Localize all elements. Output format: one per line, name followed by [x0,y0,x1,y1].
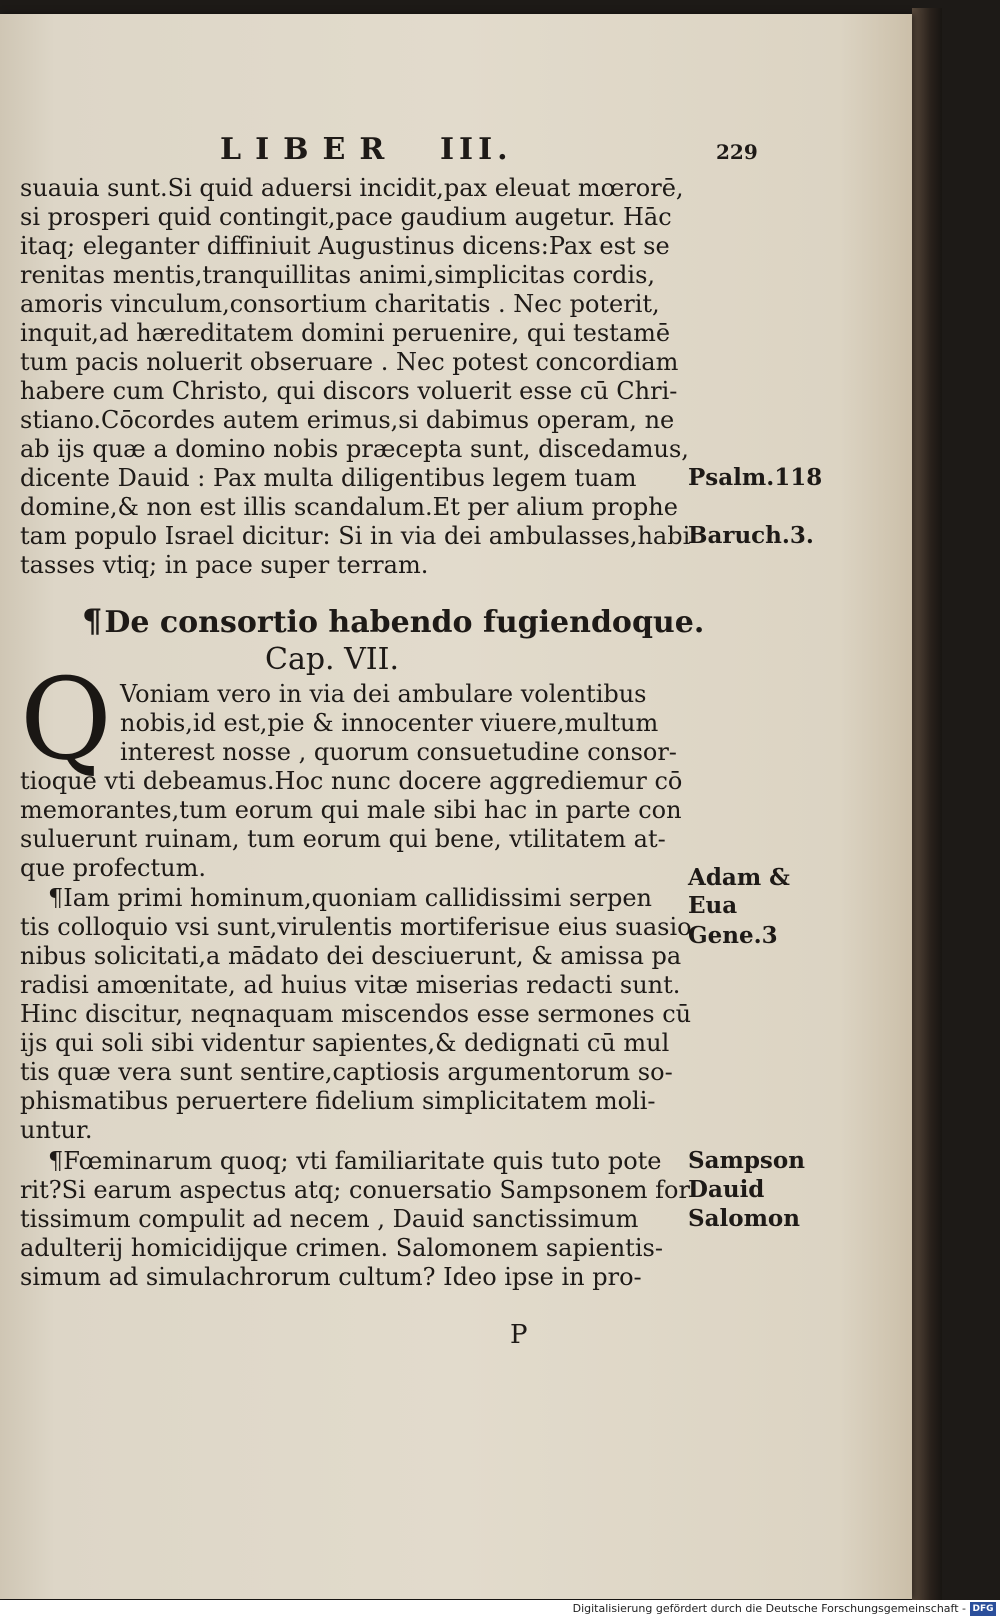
folio-number: 229 [716,140,758,164]
text-line: domine,& non est illis scandalum.Et per alium prophe [20,493,678,521]
text-line: tioque vti debeamus.Hoc nunc docere aggrediemur cō [20,767,683,795]
text-line: tis quæ vera sunt sentire,captiosis argumentorum so- [20,1058,673,1086]
text-line: memorantes,tum eorum qui male sibi hac in parte con [20,796,682,824]
signature-mark: P [510,1320,528,1350]
text-block [20,132,890,1372]
header-title: LIBER [220,132,399,167]
margin-note: Eua [688,892,738,919]
text-line: tissimum compulit ad necem , Dauid sanctissimum [20,1205,639,1233]
text-line: si prosperi quid contingit,pace gaudium augetur. Hāc [20,203,672,231]
text-line: tasses vtiq; in pace super terram. [20,551,429,579]
text-line: radisi amœnitate, ad huius vitæ miserias redacti sunt. [20,971,681,999]
running-header [200,132,780,172]
text-line: itaq; eleganter diffiniuit Augustinus dicens:Pax est se [20,232,670,260]
text-line: inquit,ad hæreditatem domini peruenire, qui testamē [20,319,671,347]
text-line: dicente Dauid : Pax multa diligentibus legem tuam [20,464,637,492]
chapter-title: De consortio habendo fugiendoque. [104,605,705,640]
pilcrow-icon: ¶ [48,884,64,912]
text-span: Iam primi hominum,quoniam callidissimi serpen [63,884,652,912]
text-line: ab ijs quæ a domino nobis præcepta sunt, discedamus, [20,435,689,463]
text-line: stiano.Cōcordes autem erimus,si dabimus operam, ne [20,406,675,434]
text-line: suluerunt ruinam, tum eorum qui bene, vtilitatem at- [20,825,666,853]
drop-cap: Q [20,655,112,785]
text-line: que profectum. [20,854,206,882]
margin-note: Sampson [688,1147,805,1174]
text-line: rit?Si earum aspectus atq; conuersatio Sampsonem for [20,1176,690,1204]
pilcrow-icon: ¶ [48,1147,64,1175]
chapter-heading [82,602,704,640]
text-line [48,1147,662,1176]
text-line: Hinc discitur, neqnaquam miscendos esse sermones cū [20,1000,692,1028]
text-line: interest nosse , quorum consuetudine consor- [120,738,677,766]
text-line: amoris vinculum,consortium charitatis . Nec poterit, [20,290,660,318]
text-line: untur. [20,1116,93,1144]
text-line: adulterij homicidijque crimen. Salomonem sapientis- [20,1234,663,1262]
margin-note: Adam & [688,864,790,891]
text-line: tis colloquio vsi sunt,virulentis mortiferisue eius suasio [20,913,692,941]
footer-bar [0,1600,1000,1620]
text-line: renitas mentis,tranquillitas animi,simplicitas cordis, [20,261,656,289]
header-book-number: III. [440,132,513,167]
text-line: tam populo Israel dicitur: Si in via dei ambulasses,habi [20,522,691,550]
page-edge [912,8,942,1608]
dfg-logo: DFG [970,1602,996,1616]
text-line: suauia sunt.Si quid aduersi incidit,pax eleuat mœrorē, [20,174,684,202]
book-page [0,14,912,1599]
text-line: simum ad simulachrorum cultum? Ideo ipse in pro- [20,1263,642,1291]
margin-note: Salomon [688,1205,800,1232]
text-line: phismatibus peruertere fidelium simplicitatem moli- [20,1087,656,1115]
text-line: Voniam vero in via dei ambulare volentibus [120,680,647,708]
margin-note: Psalm.118 [688,464,823,491]
text-span: Fœminarum quoq; vti familiaritate quis tuto pote [63,1147,662,1175]
text-line: ijs qui soli sibi videntur sapientes,& dedignati cū mul [20,1029,670,1057]
chapter-number: Cap. VII. [265,642,400,677]
pilcrow-icon: ¶ [82,602,103,640]
margin-note: Baruch.3. [688,522,814,549]
text-line [48,884,652,913]
margin-note: Dauid [688,1176,765,1203]
text-line: nobis,id est,pie & innocenter viuere,multum [120,709,659,737]
text-line: habere cum Christo, qui discors voluerit esse cū Chri- [20,377,678,405]
margin-note: Gene.3 [688,922,778,949]
footer-credit: Digitalisierung gefördert durch die Deutsche Forschungsgemeinschaft - [572,1602,966,1615]
text-line: nibus solicitati,a mādato dei desciuerunt, & amissa pa [20,942,682,970]
text-line: tum pacis noluerit obseruare . Nec potest concordiam [20,348,679,376]
